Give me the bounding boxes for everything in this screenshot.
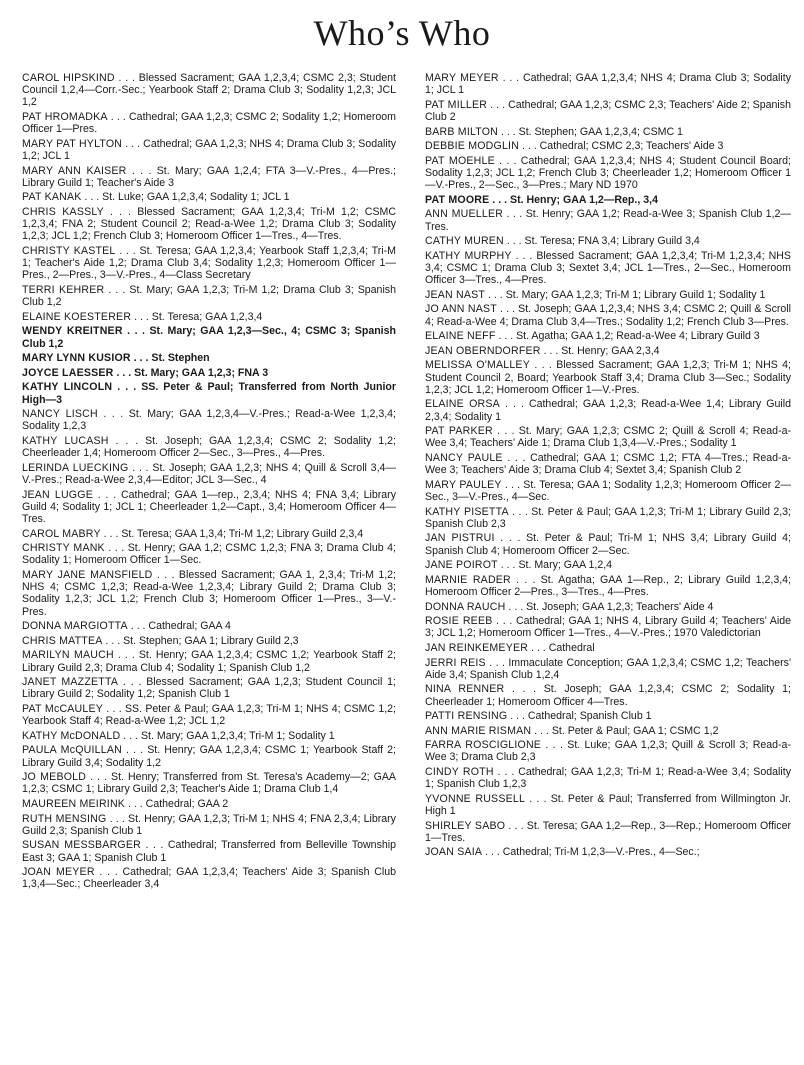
student-activities: St. Henry; GAA 1,2—Rep., 3,4 xyxy=(510,193,658,206)
student-activities: St. Teresa; GAA 1,2—Rep., 3—Rep.; Homeroom Officer 1—Tres. xyxy=(425,819,791,844)
student-entry: JEAN NAST . . . St. Mary; GAA 1,2,3; Tri-M 1; Library Guild 1; Sodality 1 xyxy=(425,288,766,301)
student-activities: St. Joseph; GAA 1,2,3; Teachers' Aide 4 xyxy=(526,600,714,613)
student-entry: CHRIS KASSLY . . . Blessed Sacrament; GAA 1,2,3,4; Tri-M 1,2; CSMC 1,2,3,4; FNA 2; Student Council 2; Read-a-Wee 1,2; Drama Club 3; Sodality 1,2,3; JCL 1,2; French Club 3; Homeroom Officer 1—Tres., 4—Tres. xyxy=(22,205,396,243)
student-activities: St. Mary; GAA 1,2,3,4—V.-Pres.; Read-a-Wee 1,2,3,4; Sodality 1,2,3 xyxy=(22,408,397,433)
student-activities: Cathedral; Transferred from Belleville Township East 3; GAA 1; Spanish Club 1 xyxy=(22,839,396,864)
student-activities: Cathedral; GAA 1; CSMC 1,2; FTA 4—Tres.; Read-a-Wee 3; Teachers' Aide 3; Drama Club 4; Sextet 3,4; Spanish Club 2 xyxy=(425,451,791,477)
student-name: SUSAN MESSBARGER xyxy=(22,839,141,852)
student-entry: JAN PISTRUI . . . St. Peter & Paul; Tri-M 1; NHS 3,4; Library Guild 4; Spanish Club 4; Homeroom Officer 2—Sec. xyxy=(425,532,792,557)
student-activities: St. Henry; GAA 1,2,3; Tri-M 1; NHS 4; FNA 2,3,4; Library Guild 2,3; Spanish Club 1 xyxy=(22,812,396,837)
student-activities: Cathedral; GAA 1,2,3,4; Teachers' Aide 3; Spanish Club 1,3,4—Sec.; Cheerleader 3,4 xyxy=(22,866,396,891)
student-entry: SHIRLEY SABO . . . St. Teresa; GAA 1,2—Rep., 3—Rep.; Homeroom Officer 1—Tres. xyxy=(425,819,791,844)
student-activities: St. Teresa; GAA 1,3,4; Tri-M 1,2; Library Guild 2,3,4 xyxy=(121,527,364,540)
student-entry: ROSIE REEB . . . Cathedral; GAA 1; NHS 4, Library Guild 4; Teachers' Aide 3; JCL 1,2; Homeroom Officer 1—Tres., 4—V.-Pres.; 1970 Valedictorian xyxy=(425,615,791,640)
student-entry: PAT PARKER . . . St. Mary; GAA 1,2,3; CSMC 2; Quill & Scroll 4; Read-a-Wee 3,4; Teachers' Aide 1; Drama Club 1,3,4—V.-Pres.; Sodality 1 xyxy=(425,425,792,450)
student-entry: JOYCE LAESSER . . . St. Mary; GAA 1,2,3; FNA 3 xyxy=(22,366,269,379)
student-activities: St. Luke; GAA 1,2,3; Quill & Scroll 3; Read-a-Wee 3; Drama Club 2,3 xyxy=(425,739,791,764)
student-name: JERRI REIS xyxy=(425,656,486,669)
student-name: WENDY KREITNER xyxy=(22,325,123,338)
student-activities: Cathedral; GAA 2 xyxy=(145,797,229,810)
student-entry: ANN MUELLER . . . St. Henry; GAA 1,2; Read-a-Wee 3; Spanish Club 1,2—Tres. xyxy=(425,208,791,233)
student-name: KATHY PISETTA xyxy=(425,505,509,518)
student-entry: ANN MARIE RISMAN . . . St. Peter & Paul; GAA 1; CSMC 1,2 xyxy=(425,724,719,737)
student-name: JAN PISTRUI xyxy=(425,532,495,545)
student-activities: St. Henry; Transferred from St. Teresa's Academy—2; GAA 1,2,3; CSMC 1; Library Guild 2,3; Teacher's Aide 1; Drama Club 1,4 xyxy=(22,771,396,796)
student-activities: St. Mary; GAA 1,2,3; CSMC 2; Quill & Scroll 4; Read-a-Wee 3,4; Teachers' Aide 1; Drama Club 1,3,4—V.-Pres.; Sodality 1 xyxy=(425,425,792,450)
student-activities: Blessed Sacrament; GAA 1,2,3,4; Tri-M 1,2,3,4; NHS 3,4; CSMC 1; Drama Club 3; Sextet 3,4; JCL 1—Tres., 2—Sec., Homeroom Officer 3—Tres., 4—Pres. xyxy=(425,249,791,287)
student-entry: PAT KANAK . . . St. Luke; GAA 1,2,3,4; Sodality 1; JCL 1 xyxy=(22,191,290,204)
student-name: PAT McCAULEY xyxy=(22,702,104,715)
student-entry: PAT McCAULEY . . . SS. Peter & Paul; GAA 1,2,3; Tri-M 1; NHS 4; CSMC 1,2; Yearbook Staff 4; Read-a-Wee 1,2; JCL 1,2 xyxy=(22,702,396,728)
student-entry: TERRI KEHRER . . . St. Mary; GAA 1,2,3; Tri-M 1,2; Drama Club 3; Spanish Club 1,2 xyxy=(22,283,396,309)
student-activities: St. Henry; GAA 2,3,4 xyxy=(561,344,660,357)
student-name: KATHY MURPHY xyxy=(425,249,512,262)
student-entry: FARRA ROSCIGLIONE . . . St. Luke; GAA 1,2,3; Quill & Scroll 3; Read-a-Wee 3; Drama Club 2,3 xyxy=(425,739,791,764)
student-entry: CINDY ROTH . . . Cathedral; GAA 1,2,3; Tri-M 1; Read-a-Wee 3,4; Sodality 1; Spanish Club 1,2,3 xyxy=(425,766,791,791)
student-name: JAN REINKEMEYER xyxy=(425,641,529,654)
student-activities: Cathedral; GAA 1,2,3,4; NHS 4; Drama Club 3; Sodality 1; JCL 1 xyxy=(425,72,791,97)
student-entry: NANCY LISCH . . . St. Mary; GAA 1,2,3,4—V.-Pres.; Read-a-Wee 1,2,3,4; Sodality 1,2,3 xyxy=(22,408,397,433)
student-name: CHRISTY MANK xyxy=(22,542,105,555)
student-entry: MARY PAULEY . . . St. Teresa; GAA 1; Sodality 1,2,3; Homeroom Officer 2—Sec., 3—V.-Pres., 4—Sec. xyxy=(425,478,791,503)
student-entry: PATTI RENSING . . . Cathedral; Spanish Club 1 xyxy=(425,710,652,723)
student-activities: St. Henry; GAA 1,2; CSMC 1,2,3; FNA 3; Drama Club 4; Sodality 1; Homeroom Officer 1—Sec. xyxy=(22,542,396,567)
student-entry: MARY PAT HYLTON . . . Cathedral; GAA 1,2,3; NHS 4; Drama Club 3; Sodality 1,2; JCL 1 xyxy=(22,137,396,162)
student-name: JO MEBOLD xyxy=(22,771,87,784)
student-entry: CAROL MABRY . . . St. Teresa; GAA 1,3,4; Tri-M 1,2; Library Guild 2,3,4 xyxy=(22,527,364,540)
student-activities: St. Peter & Paul; Transferred from Willmington Jr. High 1 xyxy=(425,792,791,818)
student-entry: KATHY McDONALD . . . St. Mary; GAA 1,2,3,4; Tri-M 1; Sodality 1 xyxy=(22,729,335,742)
student-entry: JAN REINKEMEYER . . . Cathedral xyxy=(425,641,595,654)
student-name: MARY ANN KAISER xyxy=(22,164,127,177)
student-name: SHIRLEY SABO xyxy=(425,819,506,832)
student-activities: St. Peter & Paul; GAA 1; CSMC 1,2 xyxy=(551,724,719,737)
student-entry: JO MEBOLD . . . St. Henry; Transferred from St. Teresa's Academy—2; GAA 1,2,3; CSMC 1; Library Guild 2,3; Teacher's Aide 1; Drama Club 1,4 xyxy=(22,771,396,796)
student-activities: Cathedral; Spanish Club 1 xyxy=(527,710,652,723)
student-activities: St. Henry; GAA 1,2,3,4; CSMC 1; Yearbook Staff 2; Library Guild 3,4; Sodality 1,2 xyxy=(22,744,396,769)
student-name: BARB MILTON xyxy=(425,125,499,138)
student-activities: St. Teresa; FNA 3,4; Library Guild 3,4 xyxy=(524,235,700,248)
student-name: CATHY MUREN xyxy=(425,235,504,248)
student-entry: DONNA MARGIOTTA . . . Cathedral; GAA 4 xyxy=(22,620,231,633)
student-activities: Blessed Sacrament; GAA 1,2,3,4; CSMC 2,3; Student Council 1,2,4—Corr.-Sec.; Yearbook Staff 2; Drama Club 3; Sodality 1,2,3; JCL 1,2 xyxy=(22,72,396,109)
student-name: ROSIE REEB xyxy=(425,615,493,628)
student-name: KATHY LINCOLN xyxy=(22,381,113,394)
student-activities: Cathedral; GAA 1—rep., 2,3,4; NHS 4; FNA 3,4; Library Guild 4; Sodality 1; JCL 1; Cheerleader 1,2—Capt., 3,4; Homeroom Officer 4—Tres. xyxy=(22,488,396,525)
student-activities: St. Peter & Paul; Tri-M 1; NHS 3,4; Library Guild 4; Spanish Club 4; Homeroom Officer 2—Sec. xyxy=(425,532,792,557)
student-entry: CHRISTY MANK . . . St. Henry; GAA 1,2; CSMC 1,2,3; FNA 3; Drama Club 4; Sodality 1; Homeroom Officer 1—Sec. xyxy=(22,542,396,567)
student-name: JOAN SAIA xyxy=(425,846,483,859)
student-activities: Cathedral xyxy=(548,641,595,654)
student-entry: PAT MOEHLE . . . Cathedral; GAA 1,2,3,4; NHS 4; Student Council Board; Sodality 1,2,3; JCL 1,2; French Club 3; Cheerleader 1,2; Homeroom Officer 1—V.-Pres., 2—Sec., 3—Pres.; Mary ND 1970 xyxy=(425,154,791,192)
student-activities: Blessed Sacrament; GAA 1,2,3; Student Council 1; Library Guild 2; Sodality 1,2; Spanish Club 1 xyxy=(22,676,396,701)
student-activities: St. Mary; GAA 1,2,3; Tri-M 1,2; Drama Club 3; Spanish Club 1,2 xyxy=(22,283,396,309)
student-name: PAT MOORE xyxy=(425,193,490,206)
student-activities: St. Mary; GAA 1,2,3—Sec., 4; CSMC 3; Spanish Club 1,2 xyxy=(22,325,396,350)
student-entry: YVONNE RUSSELL . . . St. Peter & Paul; Transferred from Willmington Jr. High 1 xyxy=(425,792,791,818)
student-activities: St. Mary; GAA 1,2,4; FTA 3—V.-Pres., 4—Pres.; Library Guild 1; Teacher's Aide 3 xyxy=(22,164,396,189)
student-entry: LERINDA LUECKING . . . St. Joseph; GAA 1,2,3; NHS 4; Quill & Scroll 3,4—V.-Pres.; Read-a-Wee 2,3,4—Editor; JCL 3—Sec., 4 xyxy=(22,461,396,486)
student-activities: Cathedral; GAA 1,2,3; Read-a-Wee 1,4; Library Guild 2,3,4; Sodality 1 xyxy=(425,398,791,423)
student-name: MARNIE RADER xyxy=(425,573,511,586)
student-name: RUTH MENSING xyxy=(22,812,107,825)
student-activities: St. Teresa; GAA 1; Sodality 1,2,3; Homeroom Officer 2—Sec., 3—V.-Pres., 4—Sec. xyxy=(425,478,791,503)
student-name: DONNA MARGIOTTA xyxy=(22,620,128,633)
student-activities: St. Joseph; GAA 1,2,3; NHS 4; Quill & Scroll 3,4—V.-Pres.; Read-a-Wee 2,3,4—Editor; JCL 3—Sec., 4 xyxy=(22,461,396,486)
student-activities: St. Joseph; GAA 1,2,3,4; CSMC 2; Sodality 1; Cheerleader 1; Homeroom Officer 4—Tres. xyxy=(425,683,791,708)
student-name: ELAINE NEFF xyxy=(425,330,496,343)
student-activities: St. Teresa; GAA 1,2,3,4 xyxy=(151,310,263,323)
student-name: MARY MEYER xyxy=(425,72,499,84)
student-activities: Blessed Sacrament; GAA 1, 2,3,4; Tri-M 1,2; NHS 4; CSMC 1,2,3; Read-a-Wee 1,2,3,4; Library Guild 2; Drama Club 3; Sodality 1,2,3; JCL 1,2; French Club 3; Homeroom Officer 1—Pres., 3—V.-Pres. xyxy=(22,568,397,618)
student-activities: St. Agatha; GAA 1,2; Read-a-Wee 4; Library Guild 3 xyxy=(516,330,760,343)
student-name: JEAN NAST xyxy=(425,288,486,301)
right-column xyxy=(425,72,791,861)
student-name: YVONNE RUSSELL xyxy=(425,792,526,805)
student-activities: Cathedral; GAA 1,2,3; NHS 4; Drama Club 3; Sodality 1,2; JCL 1 xyxy=(22,137,396,162)
student-entry: JANE POIROT . . . St. Mary; GAA 1,2,4 xyxy=(425,559,613,572)
page-title: Who’s Who xyxy=(313,13,491,53)
student-name: CAROL MABRY xyxy=(22,527,101,540)
student-name: JANET MAZZETTA xyxy=(22,676,119,689)
student-name: MAUREEN MEIRINK xyxy=(22,797,126,810)
student-entry: MELISSA O'MALLEY . . . Blessed Sacrament; GAA 1,2,3; Tri-M 1; NHS 4; Student Council 2, Board; Yearbook Staff 3,4; Drama Club 3—Sec.; Sodality 1,2,3; JCL 1,2; Homeroom Officer 1—V.-Pres. xyxy=(425,359,791,396)
student-entry: NINA RENNER . . . St. Joseph; GAA 1,2,3,4; CSMC 2; Sodality 1; Cheerleader 1; Homeroom Officer 4—Tres. xyxy=(425,683,791,708)
student-entry: KATHY LUCASH . . . St. Joseph; GAA 1,2,3,4; CSMC 2; Sodality 1,2; Cheerleader 1,4; Homeroom Officer 2—Sec., 3—Pres., 4—Pres. xyxy=(22,434,396,460)
student-name: NANCY PAULE xyxy=(425,451,503,464)
student-name: ANN MUELLER xyxy=(425,208,504,221)
student-name: PAT HROMADKA xyxy=(22,111,108,123)
student-entry: JOAN MEYER . . . Cathedral; GAA 1,2,3,4; Teachers' Aide 3; Spanish Club 1,3,4—Sec.; Cheerleader 3,4 xyxy=(22,866,396,891)
student-name: CAROL HIPSKIND xyxy=(22,72,115,84)
student-entry: JOAN SAIA . . . Cathedral; Tri-M 1,2,3—V.-Pres., 4—Sec.; xyxy=(425,846,700,859)
student-entry: JERRI REIS . . . Immaculate Conception; GAA 1,2,3,4; CSMC 1,2; Teachers' Aide 3,4; Spanish Club 1,2,4 xyxy=(425,656,791,681)
student-name: CHRIS MATTEA xyxy=(22,634,103,647)
student-name: JOAN MEYER xyxy=(22,866,95,879)
student-name: NINA RENNER xyxy=(425,683,505,696)
student-entry: JO ANN NAST . . . St. Joseph; GAA 1,2,3,4; NHS 3,4; CSMC 2; Quill & Scroll 4; Read-a-Wee 4; Drama Club 3,4—Tres.; Sodality 1,2; French Club 3—Pres. xyxy=(425,303,791,328)
student-name: JO ANN NAST xyxy=(425,303,497,316)
student-entry: PAT MOORE . . . St. Henry; GAA 1,2—Rep., 3,4 xyxy=(425,193,658,206)
student-entry: MARY JANE MANSFIELD . . . Blessed Sacrament; GAA 1, 2,3,4; Tri-M 1,2; NHS 4; CSMC 1,2,3; Read-a-Wee 1,2,3,4; Library Guild 2; Drama Club 3; Sodality 1,2,3; JCL 1,2; French Club 3; Homeroom Officer 1—Pres., 3—V.-Pres. xyxy=(22,568,397,618)
student-name: MELISSA O'MALLEY xyxy=(425,359,530,372)
student-activities: St. Mary; GAA 1,2,3; Tri-M 1; Library Guild 1; Sodality 1 xyxy=(505,288,766,301)
student-activities: St. Agatha; GAA 1—Rep., 2; Library Guild 1,2,3,4; Homeroom Officer 2—Pres., 3—Tres., 4—Pres. xyxy=(425,573,791,598)
student-name: MARY PAULEY xyxy=(425,478,502,491)
student-entry: PAULA McQUILLAN . . . St. Henry; GAA 1,2,3,4; CSMC 1; Yearbook Staff 2; Library Guild 3,4; Sodality 1,2 xyxy=(22,744,396,769)
student-activities: Cathedral; GAA 1; NHS 4, Library Guild 4; Teachers' Aide 3; JCL 1,2; Homeroom Officer 1—Tres., 4—V.-Pres.; 1970 Valedictorian xyxy=(425,615,791,640)
student-activities: St. Joseph; GAA 1,2,3,4; NHS 3,4; CSMC 2; Quill & Scroll 4; Read-a-Wee 4; Drama Club 3,4—Tres.; Sodality 1,2; French Club 3—Pres. xyxy=(425,303,791,328)
student-activities: St. Stephen xyxy=(151,352,210,365)
student-entry: RUTH MENSING . . . St. Henry; GAA 1,2,3; Tri-M 1; NHS 4; FNA 2,3,4; Library Guild 2,3; Spanish Club 1 xyxy=(22,812,396,837)
student-activities: St. Stephen; GAA 1; Library Guild 2,3 xyxy=(123,634,299,647)
student-activities: SS. Peter & Paul; GAA 1,2,3; Tri-M 1; NHS 4; CSMC 1,2; Yearbook Staff 4; Read-a-Wee 1,2; JCL 1,2 xyxy=(22,702,396,728)
student-name: PAT MOEHLE xyxy=(425,154,495,167)
student-activities: Cathedral; GAA 1,2,3; CSMC 2; Sodality 1,2; Homeroom Officer 1—Pres. xyxy=(22,111,396,136)
student-name: JANE POIROT xyxy=(425,559,498,572)
student-entry: ELAINE NEFF . . . St. Agatha; GAA 1,2; Read-a-Wee 4; Library Guild 3 xyxy=(425,330,760,343)
student-activities: Blessed Sacrament; GAA 1,2,3; Tri-M 1; NHS 4; Student Council 2, Board; Yearbook Staff 3,4; Drama Club 3—Sec.; Sodality 1,2,3; JCL 1,2; Homeroom Officer 1—V.-Pres. xyxy=(425,359,791,396)
student-entry: MARILYN MAUCH . . . St. Henry; GAA 1,2,3,4; CSMC 1,2; Yearbook Staff 2; Library Guild 2,3; Drama Club 4; Sodality 1; Spanish Club 1,2 xyxy=(22,649,396,674)
student-name: CINDY ROTH xyxy=(425,766,494,779)
student-entry: CHRIS MATTEA . . . St. Stephen; GAA 1; Library Guild 2,3 xyxy=(22,634,299,647)
student-entry: MAUREEN MEIRINK . . . Cathedral; GAA 2 xyxy=(22,797,229,810)
student-entry: KATHY PISETTA . . . St. Peter & Paul; GAA 1,2,3; Tri-M 1; Library Guild 2,3; Spanish Club 2,3 xyxy=(425,505,792,530)
student-activities: Cathedral; Tri-M 1,2,3—V.-Pres., 4—Sec.; xyxy=(502,846,700,859)
student-name: KATHY McDONALD xyxy=(22,729,121,742)
student-activities: Blessed Sacrament; GAA 1,2,3,4; Tri-M 1,2; CSMC 1,2,3,4; FNA 2; Student Council 2; Read-a-Wee 1,2; Drama Club 3; Sodality 1,2,3; JCL 1,2; French Club 3; Homeroom Officer 1—Tres., 4—Tres. xyxy=(22,205,396,243)
student-entry: ELAINE KOESTERER . . . St. Teresa; GAA 1,2,3,4 xyxy=(22,310,263,323)
student-name: PATTI RENSING xyxy=(425,710,508,723)
student-name: JEAN LUGGE xyxy=(22,488,93,501)
student-activities: Cathedral; GAA 1,2,3; Tri-M 1; Read-a-Wee 3,4; Sodality 1; Spanish Club 1,2,3 xyxy=(425,766,791,791)
student-name: ELAINE KOESTERER xyxy=(22,310,132,323)
left-column xyxy=(22,72,396,893)
student-entry: CAROL HIPSKIND . . . Blessed Sacrament; GAA 1,2,3,4; CSMC 2,3; Student Council 1,2,4—Corr.-Sec.; Yearbook Staff 2; Drama Club 3; Sodality 1,2,3; JCL 1,2 xyxy=(22,72,396,109)
student-activities: St. Peter & Paul; GAA 1,2,3; Tri-M 1; Library Guild 2,3; Spanish Club 2,3 xyxy=(425,505,792,530)
student-name: PAT MILLER xyxy=(425,98,488,111)
student-entry: NANCY PAULE . . . Cathedral; GAA 1; CSMC 1,2; FTA 4—Tres.; Read-a-Wee 3; Teachers' Aide 3; Drama Club 4; Sextet 3,4; Spanish Club 2 xyxy=(425,451,791,477)
student-entry: WENDY KREITNER . . . St. Mary; GAA 1,2,3—Sec., 4; CSMC 3; Spanish Club 1,2 xyxy=(22,325,396,350)
student-name: NANCY LISCH xyxy=(22,408,98,421)
student-name: DONNA RAUCH xyxy=(425,600,506,613)
student-entry: ELAINE ORSA . . . Cathedral; GAA 1,2,3; Read-a-Wee 1,4; Library Guild 2,3,4; Sodality 1 xyxy=(425,398,791,423)
student-entry: MARY LYNN KUSIOR . . . St. Stephen xyxy=(22,352,210,365)
student-activities: Cathedral; GAA 4 xyxy=(148,620,231,633)
student-activities: Cathedral; GAA 1,2,3; CSMC 2,3; Teachers' Aide 2; Spanish Club 2 xyxy=(425,98,791,123)
student-entry: PAT HROMADKA . . . Cathedral; GAA 1,2,3; CSMC 2; Sodality 1,2; Homeroom Officer 1—Pres. xyxy=(22,111,396,136)
student-activities: Cathedral; CSMC 2,3; Teachers' Aide 3 xyxy=(539,140,724,153)
student-activities: St. Henry; GAA 1,2; Read-a-Wee 3; Spanish Club 1,2—Tres. xyxy=(425,208,791,233)
student-entry: CHRISTY KASTEL . . . St. Teresa; GAA 1,2,3,4; Yearbook Staff 1,2,3,4; Tri-M 1; Teacher's Aide 1,2; Drama Club 3,4; Sodality 1,2,3; Homeroom Officer 1—Pres., 2—Pres., 3—V.-Pres., 4—Class Secretary xyxy=(22,244,396,282)
student-entry: PAT MILLER . . . Cathedral; GAA 1,2,3; CSMC 2,3; Teachers' Aide 2; Spanish Club 2 xyxy=(425,98,791,123)
student-entry: DONNA RAUCH . . . St. Joseph; GAA 1,2,3; Teachers' Aide 4 xyxy=(425,600,714,613)
student-name: FARRA ROSCIGLIONE xyxy=(425,739,542,752)
student-activities: St. Luke; GAA 1,2,3,4; Sodality 1; JCL 1 xyxy=(102,191,290,204)
student-activities: St. Teresa; GAA 1,2,3,4; Yearbook Staff 1,2,3,4; Tri-M 1; Teacher's Aide 1,2; Drama Club 3,4; Sodality 1,2,3; Homeroom Officer 1—Pres., 2—Pres., 3—V.-Pres., 4—Class Secretary xyxy=(22,244,396,282)
student-entry: MARY MEYER . . . Cathedral; GAA 1,2,3,4; NHS 4; Drama Club 3; Sodality 1; JCL 1 xyxy=(425,72,791,97)
student-activities: St. Joseph; GAA 1,2,3,4; CSMC 2; Sodality 1,2; Cheerleader 1,4; Homeroom Officer 2—Sec., 3—Pres., 4—Pres. xyxy=(22,434,396,460)
student-name: KATHY LUCASH xyxy=(22,434,109,447)
student-name: ANN MARIE RISMAN xyxy=(425,724,532,737)
student-name: LERINDA LUECKING xyxy=(22,461,129,474)
student-entry: JANET MAZZETTA . . . Blessed Sacrament; GAA 1,2,3; Student Council 1; Library Guild 2; Sodality 1,2; Spanish Club 1 xyxy=(22,676,396,701)
student-entry: JEAN OBERNDORFER . . . St. Henry; GAA 2,3,4 xyxy=(425,344,660,357)
student-entry: KATHY LINCOLN . . . SS. Peter & Paul; Transferred from North Junior High—3 xyxy=(22,381,396,406)
student-activities: St. Mary; GAA 1,2,3; FNA 3 xyxy=(134,366,269,379)
student-name: JOYCE LAESSER xyxy=(22,366,114,379)
student-activities: Immaculate Conception; GAA 1,2,3,4; CSMC 1,2; Teachers' Aide 3,4; Spanish Club 1,2,4 xyxy=(425,656,791,681)
student-name: PAT KANAK xyxy=(22,191,82,204)
student-activities: St. Mary; GAA 1,2,3,4; Tri-M 1; Sodality 1 xyxy=(140,729,335,742)
student-name: PAT PARKER xyxy=(425,425,493,438)
student-name: PAULA McQUILLAN xyxy=(22,744,122,757)
student-name: MARY JANE MANSFIELD xyxy=(22,568,153,581)
student-name: CHRIS KASSLY xyxy=(22,205,104,218)
student-activities: SS. Peter & Paul; Transferred from North Junior High—3 xyxy=(22,381,396,406)
student-entry: JEAN LUGGE . . . Cathedral; GAA 1—rep., 2,3,4; NHS 4; FNA 3,4; Library Guild 4; Sodality 1; JCL 1; Cheerleader 1,2—Capt., 3,4; Homeroom Officer 4—Tres. xyxy=(22,488,396,525)
student-activities: St. Stephen; GAA 1,2,3,4; CSMC 1 xyxy=(518,125,683,138)
student-entry: DEBBIE MODGLIN . . . Cathedral; CSMC 2,3; Teachers' Aide 3 xyxy=(425,140,724,153)
student-name: ELAINE ORSA xyxy=(425,398,500,411)
student-entry: MARNIE RADER . . . St. Agatha; GAA 1—Rep., 2; Library Guild 1,2,3,4; Homeroom Officer 2—Pres., 3—Tres., 4—Pres. xyxy=(425,573,791,598)
student-entry: MARY ANN KAISER . . . St. Mary; GAA 1,2,4; FTA 3—V.-Pres., 4—Pres.; Library Guild 1; Teacher's Aide 3 xyxy=(22,164,396,189)
student-name: MARY LYNN KUSIOR xyxy=(22,352,131,365)
student-entry: BARB MILTON . . . St. Stephen; GAA 1,2,3,4; CSMC 1 xyxy=(425,125,683,138)
student-activities: Cathedral; GAA 1,2,3,4; NHS 4; Student Council Board; Sodality 1,2,3; JCL 1,2; French Club 3; Cheerleader 1,2; Homeroom Officer 1—V.-Pres., 2—Sec., 3—Pres.; Mary ND 1970 xyxy=(425,154,791,192)
student-entry: SUSAN MESSBARGER . . . Cathedral; Transferred from Belleville Township East 3; GAA 1; Spanish Club 1 xyxy=(22,839,396,864)
student-name: JEAN OBERNDORFER xyxy=(425,344,541,357)
student-entry: CATHY MUREN . . . St. Teresa; FNA 3,4; Library Guild 3,4 xyxy=(425,235,700,248)
student-activities: St. Mary; GAA 1,2,4 xyxy=(518,559,613,572)
student-name: DEBBIE MODGLIN xyxy=(425,140,520,153)
student-name: TERRI KEHRER xyxy=(22,283,105,296)
student-entry: KATHY MURPHY . . . Blessed Sacrament; GAA 1,2,3,4; Tri-M 1,2,3,4; NHS 3,4; CSMC 1; Drama Club 3; Sextet 3,4; JCL 1—Tres., 2—Sec., Homeroom Officer 3—Tres., 4—Pres. xyxy=(425,249,791,287)
student-name: MARY PAT HYLTON xyxy=(22,137,123,150)
student-activities: St. Henry; GAA 1,2,3,4; CSMC 1,2; Yearbook Staff 2; Library Guild 2,3; Drama Club 4; Sodality 1; Spanish Club 1,2 xyxy=(22,649,396,674)
student-name: CHRISTY KASTEL xyxy=(22,244,116,257)
student-name: MARILYN MAUCH xyxy=(22,649,114,662)
